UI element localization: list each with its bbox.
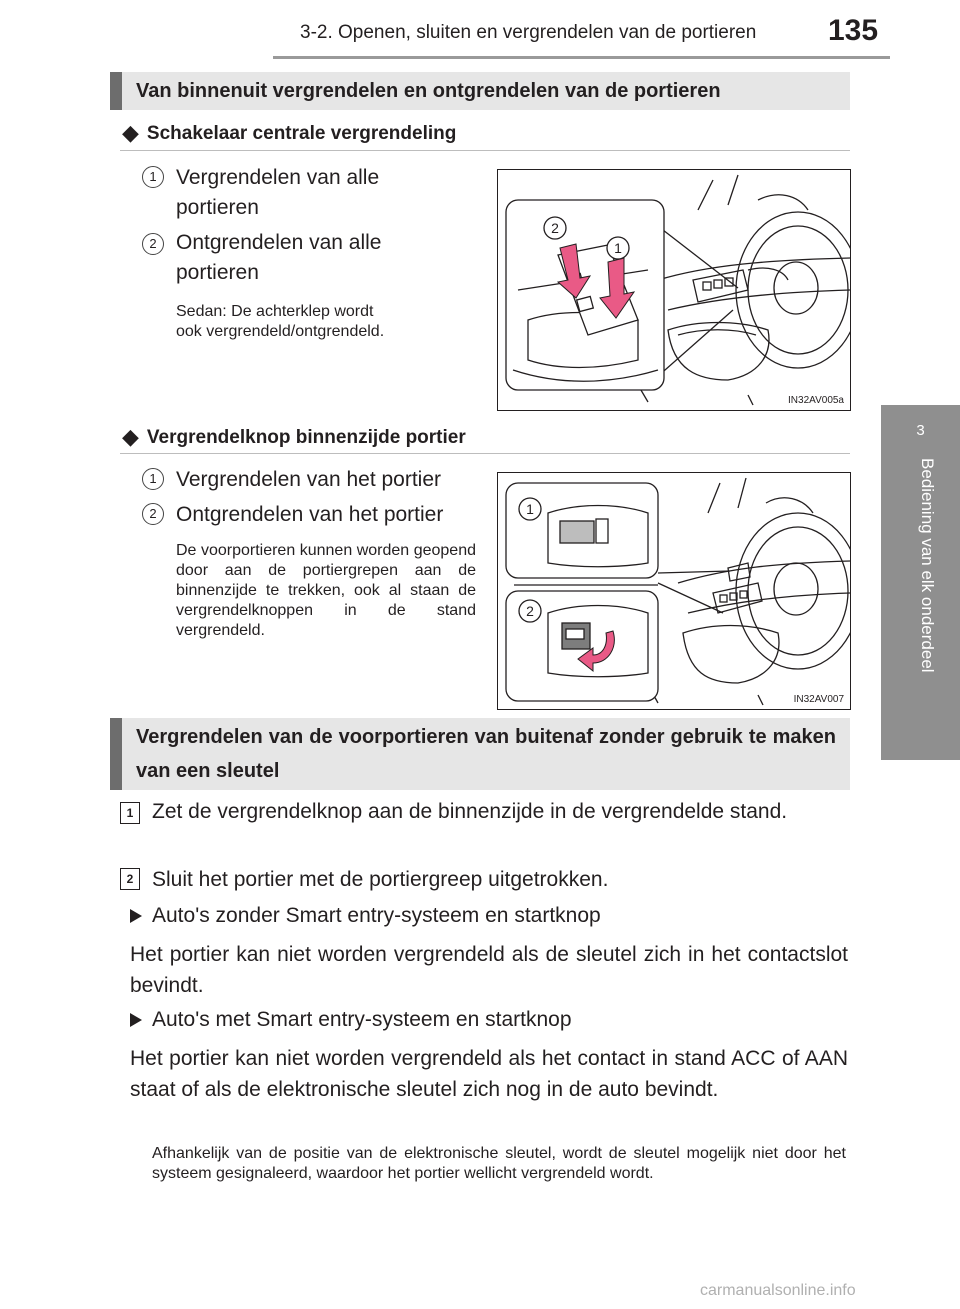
list-item: Vergrendelen van het portier — [176, 468, 442, 491]
figure-code: IN32AV005a — [788, 395, 844, 406]
case-heading — [130, 904, 601, 928]
figure-central-lock-switch — [497, 169, 851, 411]
note — [176, 302, 384, 342]
figure-code: IN32AV007 — [793, 694, 844, 705]
section-heading: Vergrendelen van de voorportieren van buitenaf zonder gebruik te maken van een sleutel — [110, 718, 850, 790]
triangle-bullet-icon — [130, 909, 142, 923]
step-number: 1 — [120, 802, 140, 824]
note-line: Sedan: De achterklep wordt — [176, 303, 374, 320]
list-item-line: portieren — [176, 196, 259, 219]
list-item: Ontgrendelen van het portier — [176, 503, 444, 526]
step-number: 2 — [120, 868, 140, 890]
note: De voorportieren kunnen worden geopend door aan de portiergrepen aan de binnenzijde te trekken, ook al staan de vergrendelknoppen in de stand vergrendeld. — [176, 542, 476, 639]
list-item-line: portieren — [176, 261, 259, 284]
step-text: Zet de vergrendelknop aan de binnenzijde in de vergrendelde stand. — [152, 800, 788, 823]
fine-print: Afhankelijk van de positie van de elektronische sleutel, wordt de sleutel mogelijk niet door het systeem gesignaleerd, waardoor het portier wellicht vergrendeld wordt. — [152, 1145, 846, 1182]
list-number: 2 — [142, 233, 164, 255]
subsection-rule — [120, 453, 850, 454]
case-title: Auto's met Smart entry-systeem en startknop — [152, 1008, 572, 1031]
step-text: Sluit het portier met de portiergreep uitgetrokken. — [152, 868, 609, 891]
list-item — [176, 163, 379, 223]
header-rule — [273, 56, 890, 59]
callout-2-label: 2 — [551, 220, 559, 236]
list-item-line: Vergrendelen van alle — [176, 166, 380, 189]
page-number: 135 — [828, 14, 879, 47]
chapter-number: 3 — [916, 422, 925, 439]
case-heading — [130, 1008, 572, 1032]
list-number: 1 — [142, 166, 164, 188]
subsection-title: Vergrendelknop binnenzijde portier — [146, 427, 466, 448]
list-number: 2 — [142, 503, 164, 525]
door-lock-knob-illustration — [498, 473, 850, 709]
subsection-heading — [122, 119, 456, 145]
central-lock-illustration — [498, 170, 850, 410]
case-text: Het portier kan niet worden vergrendeld als de sleutel zich in het contactslot bevindt. — [130, 943, 848, 997]
section-heading: Van binnenuit vergrendelen en ontgrendelen van de portieren — [110, 72, 850, 110]
watermark: carmanualsonline.info — [700, 1282, 856, 1299]
subsection-title: Schakelaar centrale vergrendeling — [146, 123, 457, 144]
diamond-bullet-icon: ◆ — [122, 120, 139, 145]
running-header-title: 3-2. Openen, sluiten en vergrendelen van de portieren — [300, 22, 757, 43]
figure-door-lock-knob — [497, 472, 851, 710]
list-item-line: Ontgrendelen van alle — [176, 231, 382, 254]
callout-2-label: 2 — [526, 603, 534, 619]
chapter-label: Bediening van elk onderdeel — [918, 458, 937, 673]
diamond-bullet-icon: ◆ — [122, 424, 139, 449]
subsection-heading — [122, 423, 466, 449]
case-title: Auto's zonder Smart entry-systeem en startknop — [152, 904, 601, 927]
list-item — [176, 228, 381, 288]
note-line: ook vergrendeld/ontgrendeld. — [176, 323, 385, 340]
list-number: 1 — [142, 468, 164, 490]
triangle-bullet-icon — [130, 1013, 142, 1027]
subsection-rule — [120, 150, 850, 151]
callout-1-label: 1 — [614, 240, 622, 256]
callout-1-label: 1 — [526, 501, 534, 517]
case-text: Het portier kan niet worden vergrendeld als het contact in stand ACC of AAN staat of als de elektronische sleutel zich nog in de auto bevindt. — [130, 1047, 848, 1101]
